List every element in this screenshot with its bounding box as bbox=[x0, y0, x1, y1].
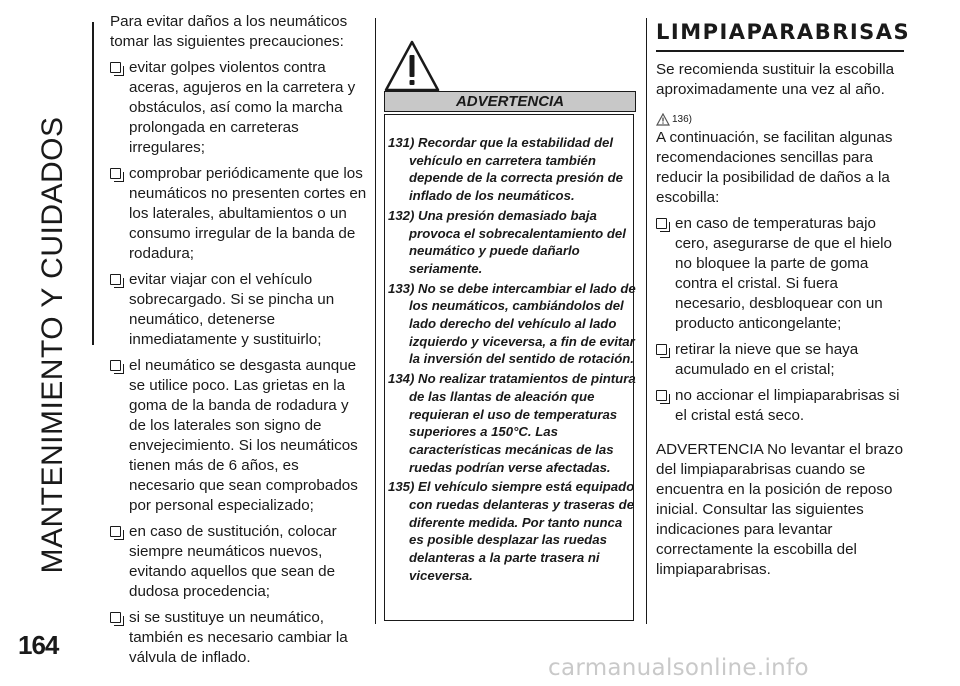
wiper-lead: A continuación, se facilitan algunas recomendaciones sencillas para reducir la posibilidad de daños a la escobilla: bbox=[656, 129, 893, 206]
bullet-box-icon bbox=[656, 344, 667, 355]
list-item-text: retirar la nieve que se haya acumulado en el cristal; bbox=[675, 341, 859, 378]
wiper-note: ADVERTENCIA No levantar el brazo del limpiaparabrisas cuando se encuentra en la posición de reposo inicial. Consultar las siguientes indicaciones para levantar correctamente la escobilla del limpiaparabrisas. bbox=[656, 441, 904, 578]
warning-item: 134) No realizar tratamientos de pintura de las llantas de aleación que requieran el uso de temperaturas superiores a 150°C. Las características mecánicas de las ruedas podrían verse afectadas. bbox=[388, 371, 636, 475]
heading-underline bbox=[656, 50, 904, 52]
warning-ref-number: 136) bbox=[672, 114, 693, 125]
list-item bbox=[656, 386, 912, 426]
bullet-box-icon bbox=[110, 168, 121, 179]
list-item bbox=[110, 270, 368, 350]
column-divider-left bbox=[375, 18, 376, 624]
bullet-box-icon bbox=[110, 526, 121, 537]
list-item bbox=[656, 214, 912, 334]
list-item bbox=[110, 608, 368, 668]
list-item-text: en caso de temperaturas bajo cero, asegurarse de que el hielo no bloquee la parte de goma contra el cristal. Si fuera necesario, desbloquear con un producto anticongelante; bbox=[675, 215, 892, 332]
warning-triangle-icon bbox=[384, 40, 440, 92]
section-rule bbox=[92, 22, 94, 345]
section-title: MANTENIMIENTO Y CUIDADOS bbox=[36, 116, 69, 574]
watermark: carmanualsonline.info bbox=[548, 655, 809, 681]
warning-ref-icon bbox=[656, 113, 670, 126]
bullet-box-icon bbox=[656, 218, 667, 229]
warning-item: 131) Recordar que la estabilidad del vehículo en carretera también depende de la correcta presión de inflado de los neumáticos. bbox=[388, 135, 624, 204]
bullet-box-icon bbox=[110, 62, 121, 73]
list-item-text: si se sustituye un neumático, también es necesario cambiar la válvula de inflado. bbox=[129, 609, 348, 666]
warning-header: ADVERTENCIA bbox=[384, 91, 636, 112]
bullet-box-icon bbox=[656, 390, 667, 401]
bullet-box-icon bbox=[110, 612, 121, 623]
wiper-heading: LIMPIAPARABRISAS bbox=[656, 20, 911, 44]
warning-item: 135) El vehículo siempre está equipado con ruedas delanteras y traseras de diferente medida. Por tanto nunca es posible desplazar las ruedas delanteras a la parte trasera ni viceversa. bbox=[388, 479, 635, 583]
list-item-text: no accionar el limpiaparabrisas si el cristal está seco. bbox=[675, 387, 900, 424]
list-item-text: evitar viajar con el vehículo sobrecargado. Si se pincha un neumático, detenerse inmediatamente y sustituirlo; bbox=[129, 271, 335, 348]
list-item bbox=[110, 58, 368, 158]
column-divider-right bbox=[646, 18, 647, 624]
bullet-box-icon bbox=[110, 360, 121, 371]
list-item bbox=[110, 164, 368, 264]
warning-list bbox=[388, 134, 636, 587]
warning-reference bbox=[656, 106, 912, 126]
list-item-text: evitar golpes violentos contra aceras, agujeros en la carretera y obstáculos, así como la marcha prolongada en carreteras irregulares; bbox=[129, 59, 356, 156]
tire-precautions-list bbox=[110, 58, 368, 668]
warning-item: 132) Una presión demasiado baja provoca el sobrecalentamiento del neumático y puede dañarlo seriamente. bbox=[388, 207, 626, 276]
warning-item: 133) No se debe intercambiar el lado de los neumáticos, cambiándolos del lado derecho del vehículo al lado izquierdo y viceversa, a fin de evitar la inversión del sentido de rotación. bbox=[388, 280, 636, 367]
list-item-text: el neumático se desgasta aunque se utilice poco. Las grietas en la goma de la banda de rodadura y de los laterales son signo de envejecimiento. Si los neumáticos tienen más de 6 años, es necesario que sean comprobados por personal especializado; bbox=[129, 357, 358, 514]
wiper-tips-list bbox=[656, 214, 912, 426]
tire-intro: Para evitar daños a los neumáticos tomar las siguientes precauciones: bbox=[110, 13, 348, 50]
list-item bbox=[110, 522, 368, 602]
list-item-text: comprobar periódicamente que los neumáticos no presenten cortes en los laterales, abultamientos o un consumo irregular de la banda de rodadura; bbox=[129, 165, 367, 262]
list-item bbox=[110, 356, 368, 516]
bullet-box-icon bbox=[110, 274, 121, 285]
wiper-intro: Se recomienda sustituir la escobilla aproximadamente una vez al año. bbox=[656, 61, 895, 98]
page-number: 164 bbox=[18, 630, 59, 660]
wiper-column bbox=[656, 20, 912, 586]
list-item bbox=[656, 340, 912, 380]
tire-precautions-column bbox=[110, 12, 368, 674]
list-item-text: en caso de sustitución, colocar siempre neumáticos nuevos, evitando aquellos que sean de dudosa procedencia; bbox=[129, 523, 337, 600]
